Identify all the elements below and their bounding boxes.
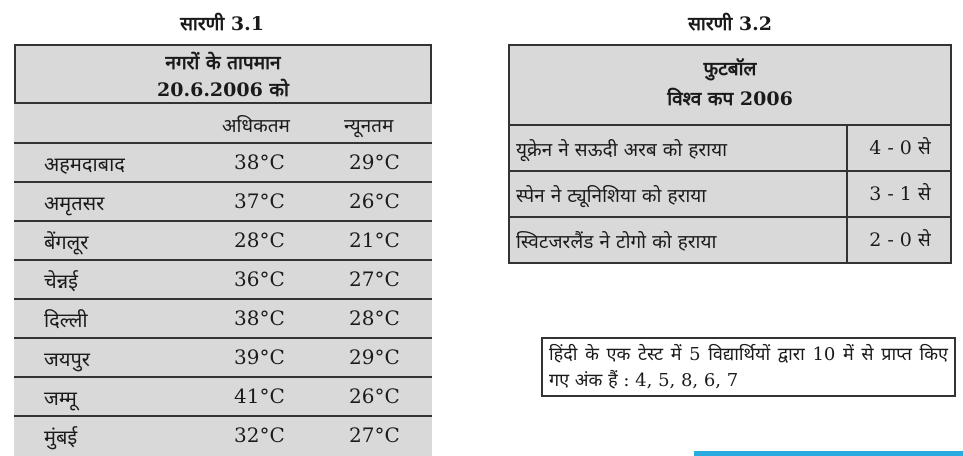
min-temp: 27°C — [349, 267, 400, 291]
max-temp: 41°C — [234, 384, 285, 408]
table-3-1-caption: सारणी 3.1 — [180, 13, 264, 35]
city-name: दिल्ली — [44, 308, 88, 332]
city-name: जम्मू — [44, 386, 77, 410]
temperature-table-date: 20.6.2006 को — [157, 79, 289, 101]
min-temp: 29°C — [349, 345, 400, 369]
table-row — [14, 261, 432, 300]
temperature-column-headers — [14, 104, 432, 144]
temperature-table-header — [14, 44, 432, 104]
match-score: 4 - 0 से — [846, 126, 952, 170]
max-temp: 37°C — [234, 189, 285, 213]
match-score: 3 - 1 से — [846, 172, 952, 216]
football-table-subtitle: विश्व कप 2006 — [667, 88, 793, 110]
table-row — [14, 144, 432, 183]
max-temp: 38°C — [234, 150, 285, 174]
table-row — [14, 300, 432, 339]
max-temp: 39°C — [234, 345, 285, 369]
match-score: 2 - 0 से — [846, 218, 952, 262]
column-header-min: न्यूनतम — [344, 115, 394, 137]
max-temp: 38°C — [234, 306, 285, 330]
temperature-table-title: नगरों के तापमान — [165, 52, 281, 74]
min-temp: 29°C — [349, 150, 400, 174]
city-name: अहमदाबाद — [44, 152, 125, 176]
min-temp: 26°C — [349, 384, 400, 408]
min-temp: 28°C — [349, 306, 400, 330]
column-header-max: अधिकतम — [222, 115, 290, 137]
min-temp: 26°C — [349, 189, 400, 213]
match-result: स्विटजरलैंड ने टोगो को हराया — [516, 231, 717, 253]
football-table — [508, 44, 952, 266]
match-result: स्पेन ने ट्यूनिशिया को हराया — [516, 185, 707, 207]
table-row — [508, 126, 952, 172]
table-row — [14, 378, 432, 417]
table-row — [14, 339, 432, 378]
min-temp: 21°C — [349, 228, 400, 252]
football-table-title: फुटबॉल — [703, 58, 757, 80]
max-temp: 32°C — [234, 423, 285, 447]
football-table-header — [508, 44, 952, 126]
match-result: यूक्रेन ने सऊदी अरब को हराया — [516, 139, 728, 161]
table-row — [508, 218, 952, 264]
table-row — [14, 222, 432, 261]
table-row — [14, 417, 432, 456]
city-name: चेन्नई — [44, 269, 78, 293]
test-scores-note: हिंदी के एक टेस्ट में 5 विद्यार्थियों द्वारा 10 में से प्राप्त किए गए अंक हैं : 4, 5, 8, 6, 7 — [541, 337, 956, 397]
city-name: जयपुर — [44, 347, 90, 371]
max-temp: 36°C — [234, 267, 285, 291]
table-row — [508, 172, 952, 218]
max-temp: 28°C — [234, 228, 285, 252]
temperature-table — [14, 44, 432, 454]
city-name: बेंगलूर — [44, 230, 89, 254]
table-row — [14, 183, 432, 222]
city-name: मुंबई — [44, 425, 78, 449]
city-name: अमृतसर — [44, 191, 105, 215]
min-temp: 27°C — [349, 423, 400, 447]
table-3-2-caption: सारणी 3.2 — [688, 13, 772, 35]
accent-line — [694, 451, 963, 456]
